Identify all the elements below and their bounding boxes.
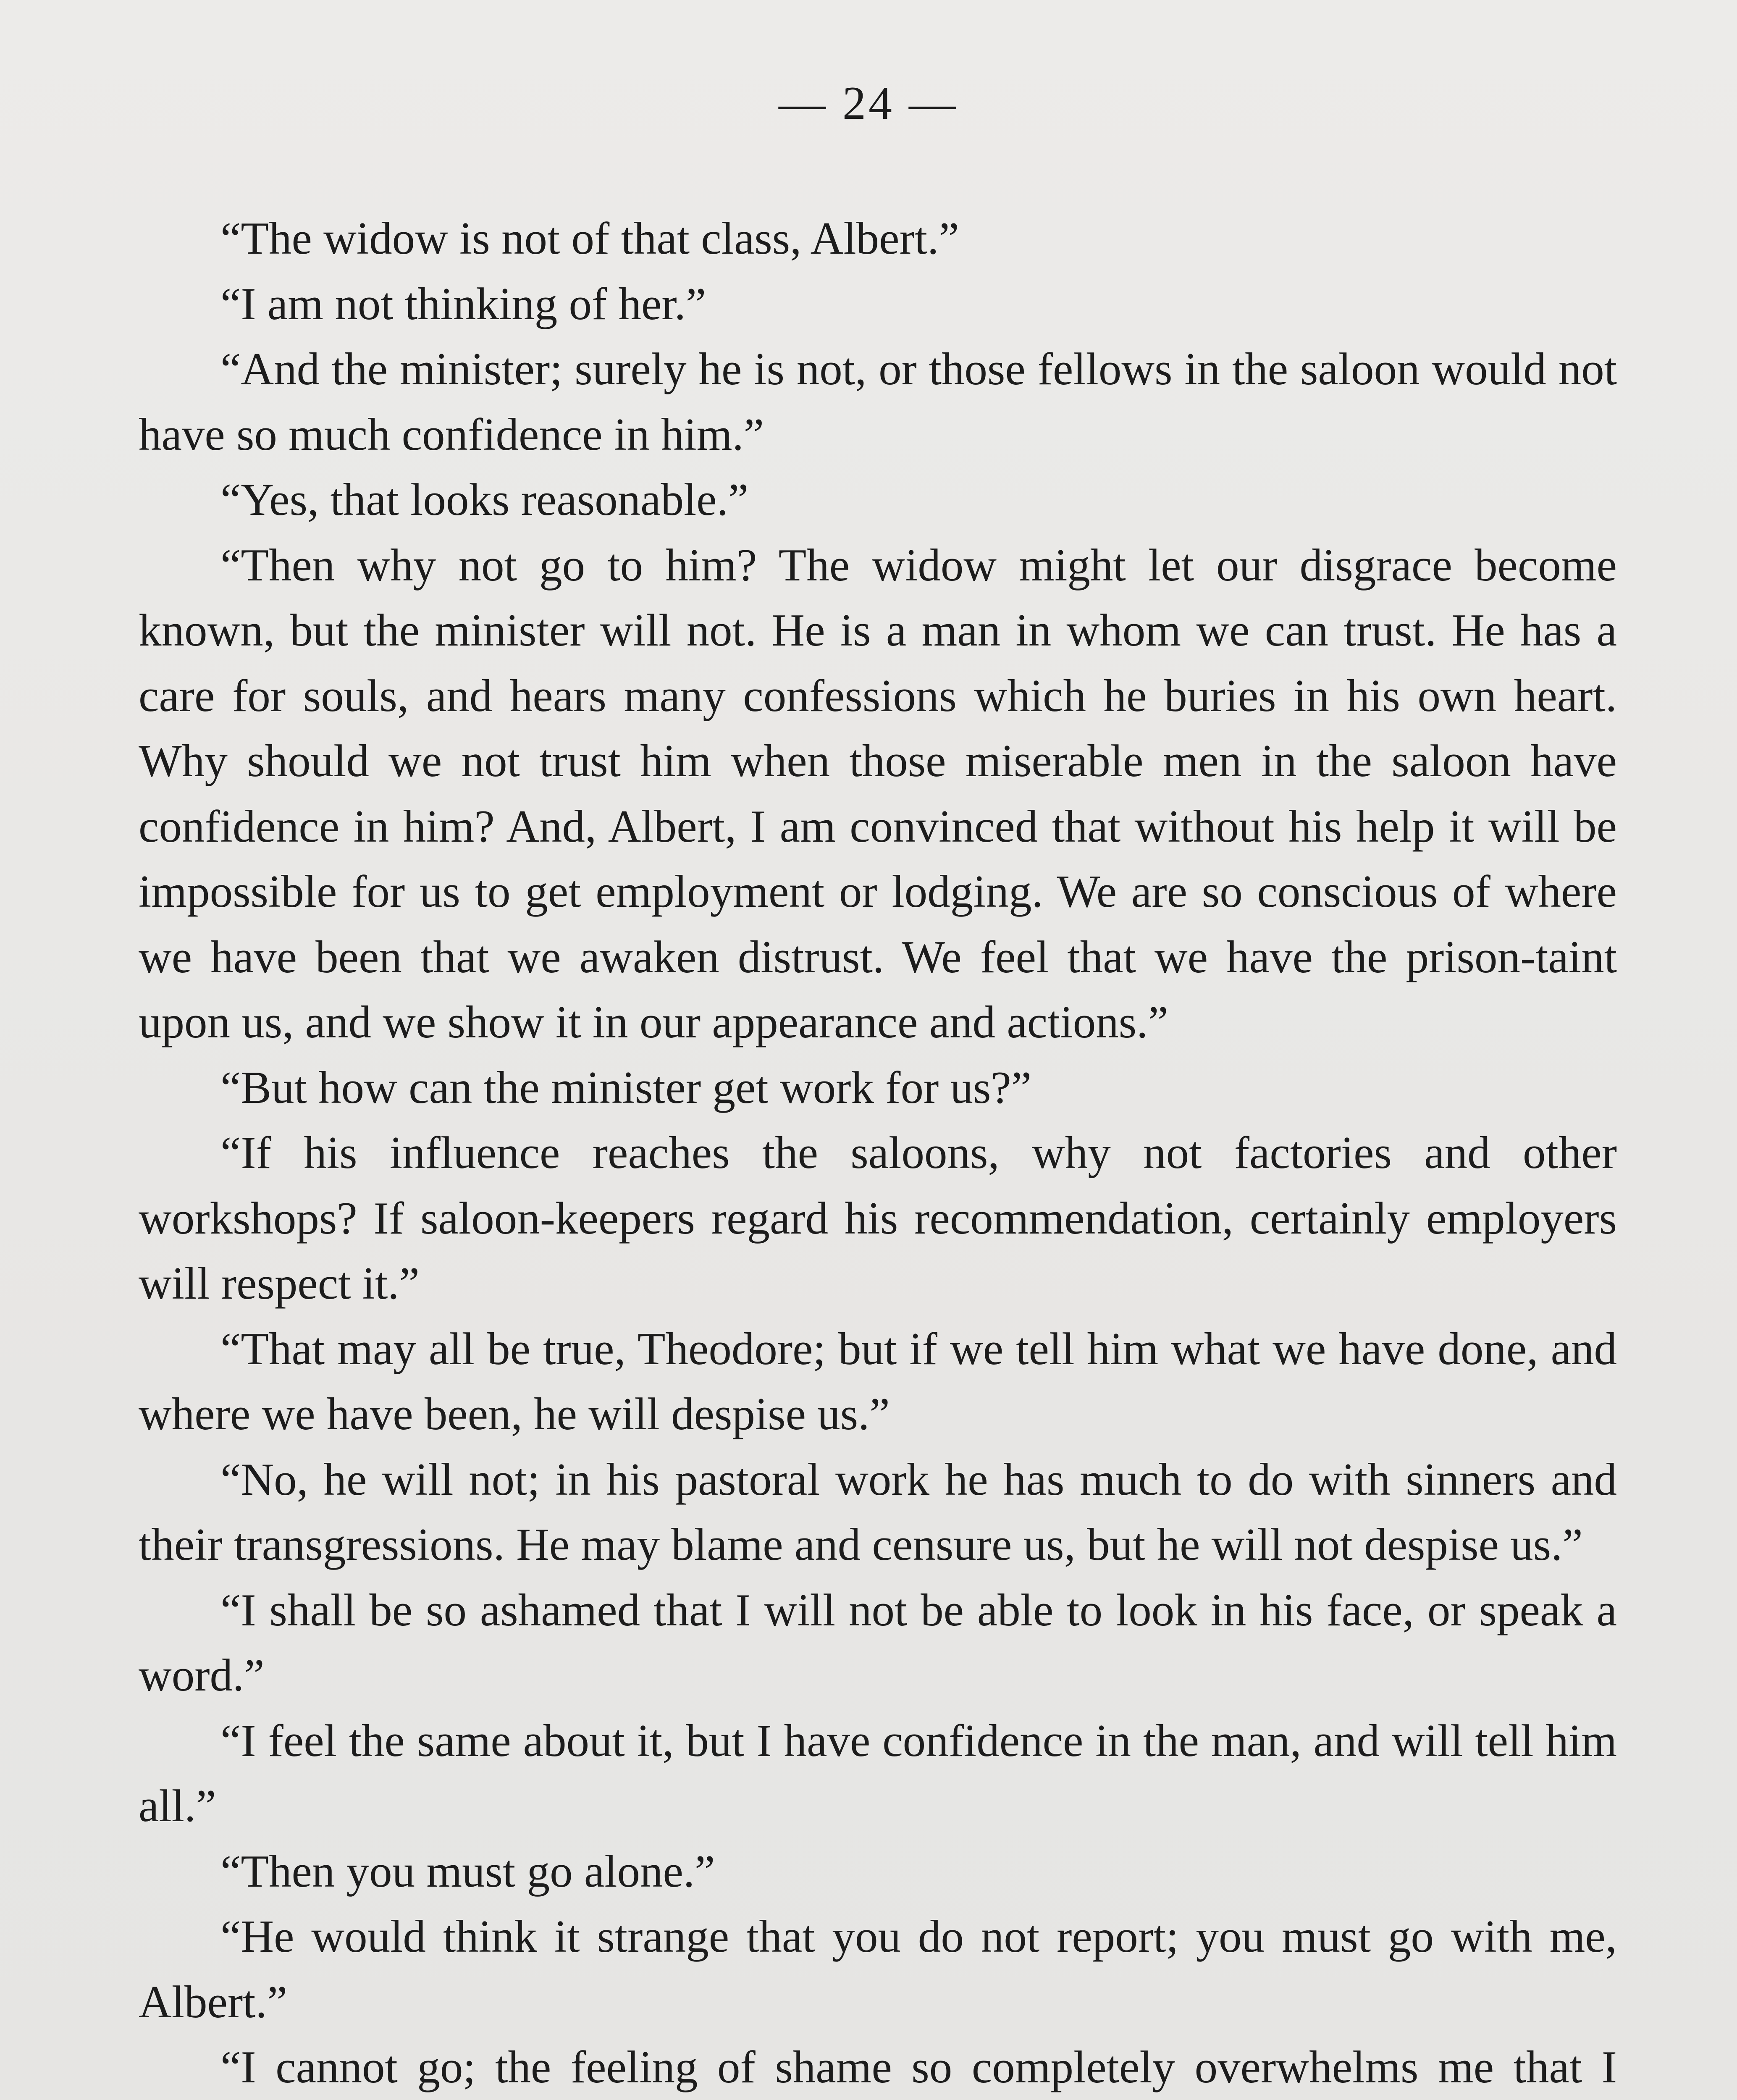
paragraph: “I am not thinking of her.” <box>220 278 706 329</box>
page-number: — 24 — <box>779 77 958 129</box>
body-text <box>139 206 1617 2100</box>
paragraph: “No, he will not; in his pastoral work he has much to do with sinners and their transgressions. He may blame and censure us, but he will not despise us.” <box>139 1454 1617 1570</box>
paragraph: “And the minister; surely he is not, or those fellows in the saloon would not have so much confidence in him.” <box>139 344 1617 460</box>
paragraph: “If his influence reaches the saloons, why not factories and other workshops? If saloon-keepers regard his recommendation, certainly employers will respect it.” <box>139 1127 1617 1309</box>
paragraph: “Then why not go to him? The widow might let our disgrace become known, but the minister will not. He is a man in whom we can trust. He has a care for souls, and hears many confessions which he buries in his own heart. Why should we not trust him when those miserable men in the saloon have confidence in him? And, Albert, I am convinced that without his help it will be impossible for us to get employment or lodging. We are so conscious of where we have been that we awaken distrust. We feel that we have the prison-taint upon us, and we show it in our appearance and actions.” <box>139 539 1617 1047</box>
paragraph: “He would think it strange that you do not report; you must go with me, Albert.” <box>139 1911 1617 2027</box>
paragraph: “Then you must go alone.” <box>220 1845 715 1897</box>
paragraph: “I feel the same about it, but I have confidence in the man, and will tell him all.” <box>139 1715 1617 1831</box>
paragraph: “I cannot go; the feeling of shame so completely overwhelms me that I <box>220 2042 1617 2092</box>
paragraph: “That may all be true, Theodore; but if we tell him what we have done, and where we have been, he will despise us.” <box>139 1323 1617 1439</box>
paragraph: “Yes, that looks reasonable.” <box>220 474 749 525</box>
paragraph: “The widow is not of that class, Albert.” <box>220 213 959 264</box>
paragraph: “I shall be so ashamed that I will not be able to look in his face, or speak a word.” <box>139 1584 1617 1701</box>
paragraph: “But how can the minister get work for us?” <box>220 1062 1032 1113</box>
